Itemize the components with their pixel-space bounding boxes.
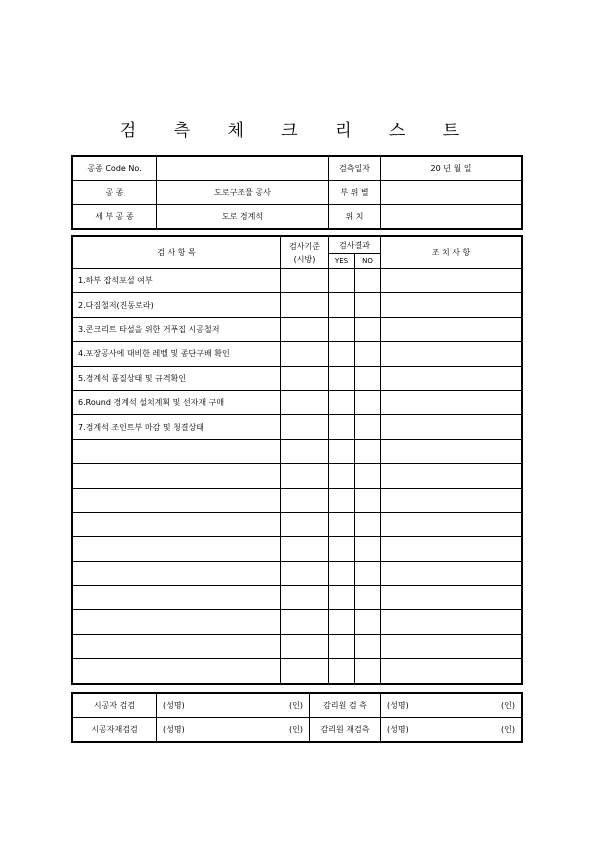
- header-no: NO: [355, 254, 381, 269]
- no-checkbox-cell[interactable]: [355, 317, 381, 341]
- criteria-cell[interactable]: [281, 342, 329, 366]
- location-label: 위 치: [329, 205, 381, 229]
- action-cell[interactable]: [381, 366, 522, 390]
- checklist-item-text: 3.콘크리트 타설을 위한 거푸집 시공철저: [73, 317, 281, 341]
- table-row: [73, 269, 522, 293]
- date-field[interactable]: 20 년 월 일: [381, 157, 522, 181]
- code-label: 공종 Code No.: [73, 157, 157, 181]
- header-item: 검 사 항 목: [73, 237, 281, 269]
- no-checkbox-cell[interactable]: [355, 415, 381, 439]
- checklist-rows: [73, 269, 522, 684]
- sig-supervisor-label: 감리원 검 측: [310, 694, 381, 718]
- checklist-item-text: 1.하부 잡석포설 여부: [73, 269, 281, 293]
- name-label: (성명): [163, 725, 185, 734]
- checklist-item-text: [73, 488, 281, 512]
- signature-table: [72, 693, 522, 742]
- no-checkbox-cell[interactable]: [355, 512, 381, 536]
- yes-checkbox-cell[interactable]: [329, 366, 355, 390]
- seal-label: (인): [289, 725, 303, 734]
- yes-checkbox-cell[interactable]: [329, 586, 355, 610]
- action-cell[interactable]: [381, 269, 522, 293]
- yes-checkbox-cell[interactable]: [329, 610, 355, 634]
- header-action: 조 치 사 항: [381, 237, 522, 269]
- name-label: (성명): [387, 725, 409, 734]
- checklist-item-text: 6.Round 경계석 설치계획 및 선자재 구매: [73, 390, 281, 414]
- location-field[interactable]: [381, 205, 522, 229]
- criteria-cell[interactable]: [281, 317, 329, 341]
- checklist-item-text: 4.포장공사에 대비한 레벨 및 종단구배 확인: [73, 342, 281, 366]
- no-checkbox-cell[interactable]: [355, 464, 381, 488]
- criteria-cell[interactable]: [281, 269, 329, 293]
- yes-checkbox-cell[interactable]: [329, 439, 355, 463]
- header-result: 검사결과: [329, 237, 381, 254]
- name-label: (성명): [163, 701, 185, 710]
- checklist-item-text: [73, 464, 281, 488]
- sig-supervisor-field[interactable]: [381, 694, 522, 718]
- yes-checkbox-cell[interactable]: [329, 537, 355, 561]
- sig-supervisor-recheck-field[interactable]: [381, 718, 522, 742]
- table-row: [73, 366, 522, 390]
- seal-label: (인): [289, 701, 303, 710]
- criteria-cell[interactable]: [281, 659, 329, 683]
- no-checkbox-cell[interactable]: [355, 488, 381, 512]
- no-checkbox-cell[interactable]: [355, 390, 381, 414]
- checklist-item-text: 7.경계석 조인트부 마감 및 청결상태: [73, 415, 281, 439]
- checklist-item-text: [73, 634, 281, 658]
- action-cell[interactable]: [381, 659, 522, 683]
- yes-checkbox-cell[interactable]: [329, 488, 355, 512]
- no-checkbox-cell[interactable]: [355, 586, 381, 610]
- table-row: [73, 561, 522, 585]
- checklist-item-text: [73, 586, 281, 610]
- checklist-table: [72, 236, 522, 684]
- sig-contractor-field[interactable]: [157, 694, 310, 718]
- detail-field[interactable]: 도로 경계석: [157, 205, 329, 229]
- yes-checkbox-cell[interactable]: [329, 659, 355, 683]
- table-row: [73, 634, 522, 658]
- table-row: [73, 659, 522, 683]
- yes-checkbox-cell[interactable]: [329, 415, 355, 439]
- yes-checkbox-cell[interactable]: [329, 317, 355, 341]
- no-checkbox-cell[interactable]: [355, 366, 381, 390]
- header-criteria: [281, 237, 329, 269]
- no-checkbox-cell[interactable]: [355, 537, 381, 561]
- yes-checkbox-cell[interactable]: [329, 293, 355, 317]
- name-label: (성명): [387, 701, 409, 710]
- action-cell[interactable]: [381, 488, 522, 512]
- header-criteria-line2: (시방): [293, 254, 316, 264]
- seal-label: (인): [501, 725, 515, 734]
- criteria-cell[interactable]: [281, 512, 329, 536]
- seal-label: (인): [501, 701, 515, 710]
- table-row: [73, 293, 522, 317]
- action-cell[interactable]: [381, 342, 522, 366]
- table-row: [73, 415, 522, 439]
- yes-checkbox-cell[interactable]: [329, 464, 355, 488]
- yes-checkbox-cell[interactable]: [329, 269, 355, 293]
- action-cell[interactable]: [381, 464, 522, 488]
- criteria-cell[interactable]: [281, 366, 329, 390]
- checklist-item-text: [73, 610, 281, 634]
- action-cell[interactable]: [381, 537, 522, 561]
- criteria-cell[interactable]: [281, 561, 329, 585]
- action-cell[interactable]: [381, 293, 522, 317]
- action-cell[interactable]: [381, 610, 522, 634]
- table-row: [73, 464, 522, 488]
- action-cell[interactable]: [381, 512, 522, 536]
- no-checkbox-cell[interactable]: [355, 610, 381, 634]
- table-row: [73, 390, 522, 414]
- action-cell[interactable]: [381, 634, 522, 658]
- criteria-cell[interactable]: [281, 293, 329, 317]
- table-row: [73, 317, 522, 341]
- page-title: 검 측 체 크 리 스 트: [119, 121, 476, 141]
- checklist-item-text: [73, 512, 281, 536]
- criteria-cell[interactable]: [281, 586, 329, 610]
- checklist-item-text: [73, 561, 281, 585]
- criteria-cell[interactable]: [281, 439, 329, 463]
- action-cell[interactable]: [381, 586, 522, 610]
- yes-checkbox-cell[interactable]: [329, 561, 355, 585]
- info-table: [72, 156, 522, 229]
- action-cell[interactable]: [381, 415, 522, 439]
- table-row: [73, 610, 522, 634]
- criteria-cell[interactable]: [281, 610, 329, 634]
- no-checkbox-cell[interactable]: [355, 634, 381, 658]
- code-field[interactable]: [157, 157, 329, 181]
- checklist-item-text: 5.경계석 품질상태 및 규격확인: [73, 366, 281, 390]
- no-checkbox-cell[interactable]: [355, 659, 381, 683]
- header-criteria-line1: 검사기준: [289, 241, 320, 251]
- no-checkbox-cell[interactable]: [355, 561, 381, 585]
- no-checkbox-cell[interactable]: [355, 293, 381, 317]
- no-checkbox-cell[interactable]: [355, 439, 381, 463]
- checklist-item-text: [73, 439, 281, 463]
- sig-contractor-recheck-field[interactable]: [157, 718, 310, 742]
- yes-checkbox-cell[interactable]: [329, 390, 355, 414]
- criteria-cell[interactable]: [281, 634, 329, 658]
- yes-checkbox-cell[interactable]: [329, 512, 355, 536]
- yes-checkbox-cell[interactable]: [329, 342, 355, 366]
- work-field[interactable]: 도로구조물 공사: [157, 181, 329, 205]
- part-label: 부 위 별: [329, 181, 381, 205]
- action-cell[interactable]: [381, 390, 522, 414]
- action-cell[interactable]: [381, 561, 522, 585]
- work-label: 공 종: [73, 181, 157, 205]
- criteria-cell[interactable]: [281, 390, 329, 414]
- sig-supervisor-recheck-label: 감리원 재검측: [310, 718, 381, 742]
- action-cell[interactable]: [381, 317, 522, 341]
- action-cell[interactable]: [381, 439, 522, 463]
- header-yes: YES: [329, 254, 355, 269]
- criteria-cell[interactable]: [281, 464, 329, 488]
- table-row: [73, 586, 522, 610]
- table-row: [73, 488, 522, 512]
- no-checkbox-cell[interactable]: [355, 269, 381, 293]
- sig-contractor-label: 시공자 검검: [73, 694, 157, 718]
- criteria-cell[interactable]: [281, 537, 329, 561]
- criteria-cell[interactable]: [281, 488, 329, 512]
- criteria-cell[interactable]: [281, 415, 329, 439]
- checklist-item-text: [73, 537, 281, 561]
- table-row: [73, 512, 522, 536]
- checklist-item-text: 2.다짐철저(진동로라): [73, 293, 281, 317]
- detail-label: 세 부 공 종: [73, 205, 157, 229]
- date-label: 검측일자: [329, 157, 381, 181]
- yes-checkbox-cell[interactable]: [329, 634, 355, 658]
- checklist-item-text: [73, 659, 281, 683]
- no-checkbox-cell[interactable]: [355, 342, 381, 366]
- table-row: [73, 537, 522, 561]
- sig-contractor-recheck-label: 시공자재검검: [73, 718, 157, 742]
- table-row: [73, 439, 522, 463]
- table-row: [73, 342, 522, 366]
- part-field[interactable]: [381, 181, 522, 205]
